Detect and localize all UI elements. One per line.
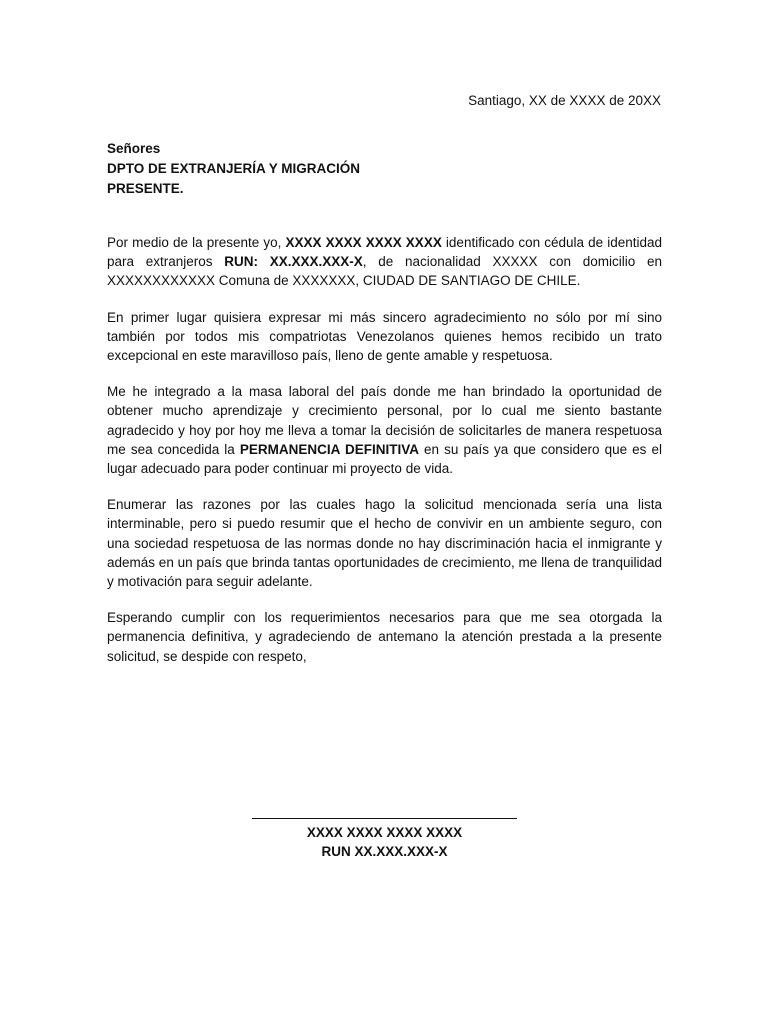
applicant-run: RUN: XX.XXX.XXX-X (224, 254, 363, 270)
intro-text-2: identificado con cédula de identidad para extranjeros (107, 235, 662, 270)
letter-body (107, 233, 662, 683)
applicant-name: XXXX XXXX XXXX XXXX (285, 235, 442, 250)
recipient-block (107, 139, 360, 199)
department-name: DPTO DE EXTRANJERÍA Y MIGRACIÓN (107, 161, 361, 176)
place-date: Santiago, XX de XXXX de 20XX (468, 93, 661, 108)
paragraph-intro (107, 233, 662, 291)
signature-run: RUN XX.XXX.XXX-X (321, 844, 448, 859)
signature-block (252, 818, 517, 861)
request-text-2: en su país ya que considero que es el lugar adecuado para poder continuar mi proyecto de vida. (107, 441, 663, 477)
presente-line: PRESENTE. (107, 181, 184, 196)
intro-text-1: Por medio de la presente yo, (107, 235, 286, 250)
request-emphasis: PERMANENCIA DEFINITIVA (239, 441, 419, 457)
paragraph-gratitude: En primer lugar quisiera expresar mi más sincero agradecimiento no sólo por mí sino también por todos mis compatriotas Venezolanos quienes hemos recibido un trato excepcional en este maravilloso país, lleno de gente amable y respetuosa. (107, 309, 662, 364)
intro-text-3: , de nacionalidad XXXXX con domicilio en XXXXXXXXXXXX Comuna de XXXXXXX, CIUDAD DE SANTIAGO DE CHILE. (107, 254, 663, 289)
salutation: Señores (107, 141, 161, 156)
paragraph-reasons: Enumerar las razones por las cuales hago la solicitud mencionada sería una lista interminable, pero si puedo resumir que el hecho de convivir en un ambiente seguro, con una sociedad respetuosa de las normas donde no hay discriminación hacia el inmigrante y además en un país que brinda tantas oportunidades de crecimiento, me llena de tranquilidad y motivación para seguir adelante. (107, 497, 662, 590)
request-text-1: Me he integrado a la masa laboral del país donde me han brindado la oportunidad de obtener mucho aprendizaje y crecimiento personal, por lo cual me siento bastante agradecido y hoy por hoy me lleva a tomar la decisión de solicitarles de manera respetuosa me sea concedida la (107, 384, 662, 457)
paragraph-closing: Esperando cumplir con los requerimientos necesarios para que me sea otorgada la permanencia definitiva, y agradeciendo de antemano la atención prestada a la presente solicitud, se despide con respeto, (107, 610, 662, 664)
signature-line (252, 818, 517, 819)
paragraph-request (107, 382, 662, 478)
signature-name: XXXX XXXX XXXX XXXX (306, 825, 463, 840)
